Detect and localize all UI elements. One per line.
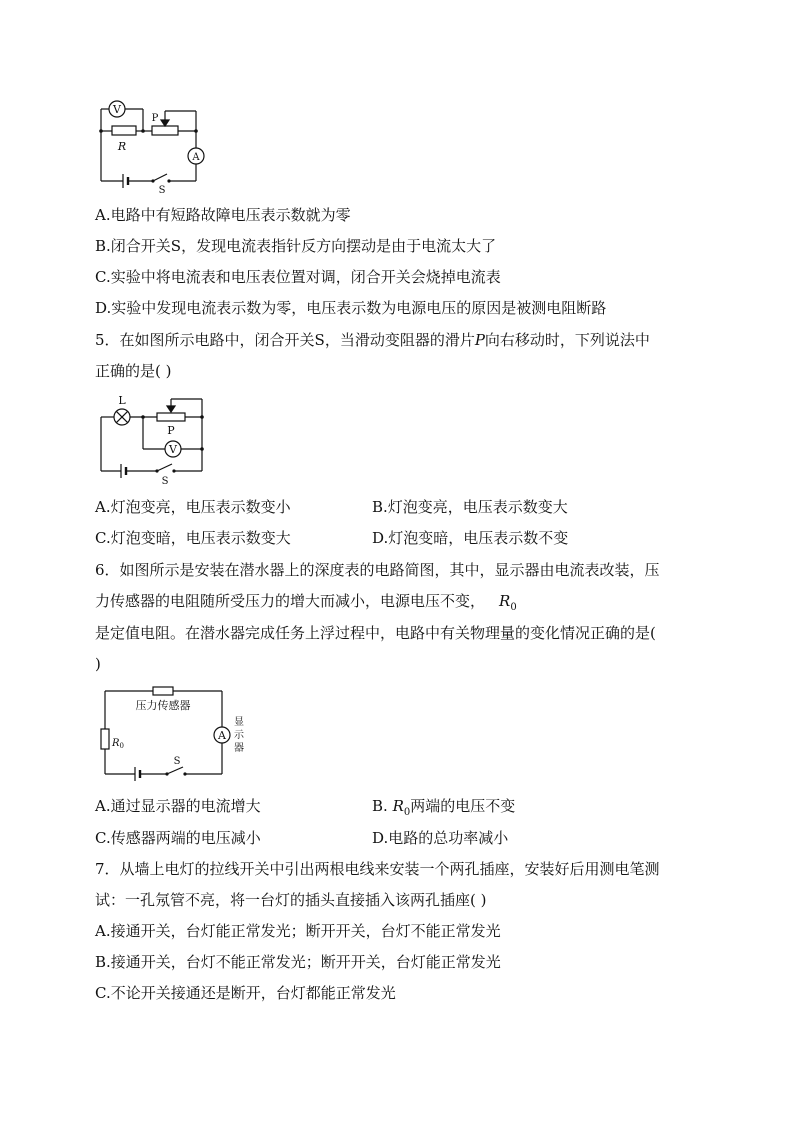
q6-option-b-r0-sub: 0 (403, 807, 411, 818)
q7-stem-line-1: 7．从墙上电灯的拉线开关中引出两根电线来安装一个两孔插座，安装好后用测电笔测 (95, 860, 660, 878)
display-label-1: 显 (234, 717, 244, 728)
q5-stem-var: P (474, 331, 485, 349)
q4-option-c: C.实验中将电流表和电压表位置对调，闭合开关会烧掉电流表 (95, 268, 501, 286)
q6-option-a: A.通过显示器的电流增大 (95, 797, 261, 815)
q6-option-d: D.电路的总功率减小 (372, 829, 509, 847)
q6-option-c: C.传感器两端的电压减小 (95, 829, 261, 847)
display-label-3: 器 (234, 743, 244, 754)
r0-subscript: 0 (510, 602, 517, 613)
sensor-label: 压力传感器 (135, 699, 191, 712)
r0-label-sub: 0 (119, 742, 124, 750)
q6-stem-line-2 (95, 591, 517, 618)
q6-option-b-prefix: B. (372, 797, 393, 815)
q7-stem-line-2: 试：一孔氖管不亮，将一台灯的插头直接插入该两孔插座( ) (95, 891, 487, 909)
q7-option-c: C.不论开关接通还是断开，台灯都能正常发光 (95, 984, 396, 1002)
ammeter-label: A (192, 152, 200, 163)
q4-option-d: D.实验中发现电流表示数为零，电压表示数为电源电压的原因是被测电阻断路 (95, 299, 607, 317)
switch-label: S (161, 476, 169, 487)
voltmeter-label: V (169, 443, 177, 456)
slider-label: P (167, 424, 175, 437)
voltmeter-label: V (113, 103, 121, 116)
r0-symbol: R (499, 592, 511, 610)
q6-stem-line-4: ) (95, 655, 101, 673)
q5-option-d: D.灯泡变暗，电压表示数不变 (372, 529, 569, 547)
q5-stem-part-a: 5．在如图所示电路中，闭合开关S，当滑动变阻器的滑片 (95, 331, 475, 349)
q6-option-b-suffix: 两端的电压不变 (410, 797, 516, 815)
q6-option-b-r0: R (392, 797, 404, 815)
q6-stem-part: 力传感器的电阻随所受压力的增大而减小，电源电压不变， (95, 592, 486, 610)
q5-stem-line-2: 正确的是( ) (95, 362, 172, 380)
r0-label-symbol: R (112, 738, 120, 749)
q4-option-b: B.闭合开关S，发现电流表指针反方向摆动是由于电流太大了 (95, 237, 497, 255)
display-label-2: 示 (234, 730, 244, 741)
q5-option-b: B.灯泡变亮，电压表示数变大 (372, 498, 568, 516)
circuit-figure-2 (95, 393, 215, 485)
q5-option-a: A.灯泡变亮，电压表示数变小 (95, 498, 291, 516)
q6-stem-line-3: 是定值电阻。在潜水器完成任务上浮过程中，电路中有关物理量的变化情况正确的是( (95, 624, 656, 642)
q7-option-b: B.接通开关，台灯不能正常发光；断开开关，台灯能正常发光 (95, 953, 501, 971)
slider-label: P (151, 113, 159, 124)
circuit-figure-3 (95, 683, 255, 783)
q5-option-c: C.灯泡变暗，电压表示数变大 (95, 529, 291, 547)
q6-stem-line-1: 6．如图所示是安装在潜水器上的深度表的电路简图，其中，显示器由电流表改装，压 (95, 561, 660, 579)
resistor-label: R (117, 140, 127, 153)
lamp-label: L (118, 394, 126, 407)
ammeter-label: A (218, 729, 226, 742)
circuit-figure-1 (95, 95, 215, 195)
switch-label: S (173, 756, 181, 767)
q6-option-b (372, 796, 515, 823)
switch-label: S (158, 185, 166, 196)
q4-option-a: A.电路中有短路故障电压表示数就为零 (95, 206, 351, 224)
q5-stem-part-b: 向右移动时，下列说法中 (484, 331, 650, 349)
q5-stem-line-1 (95, 330, 650, 350)
q7-option-a: A.接通开关，台灯能正常发光；断开开关，台灯不能正常发光 (95, 922, 501, 940)
r0-label (111, 738, 124, 750)
